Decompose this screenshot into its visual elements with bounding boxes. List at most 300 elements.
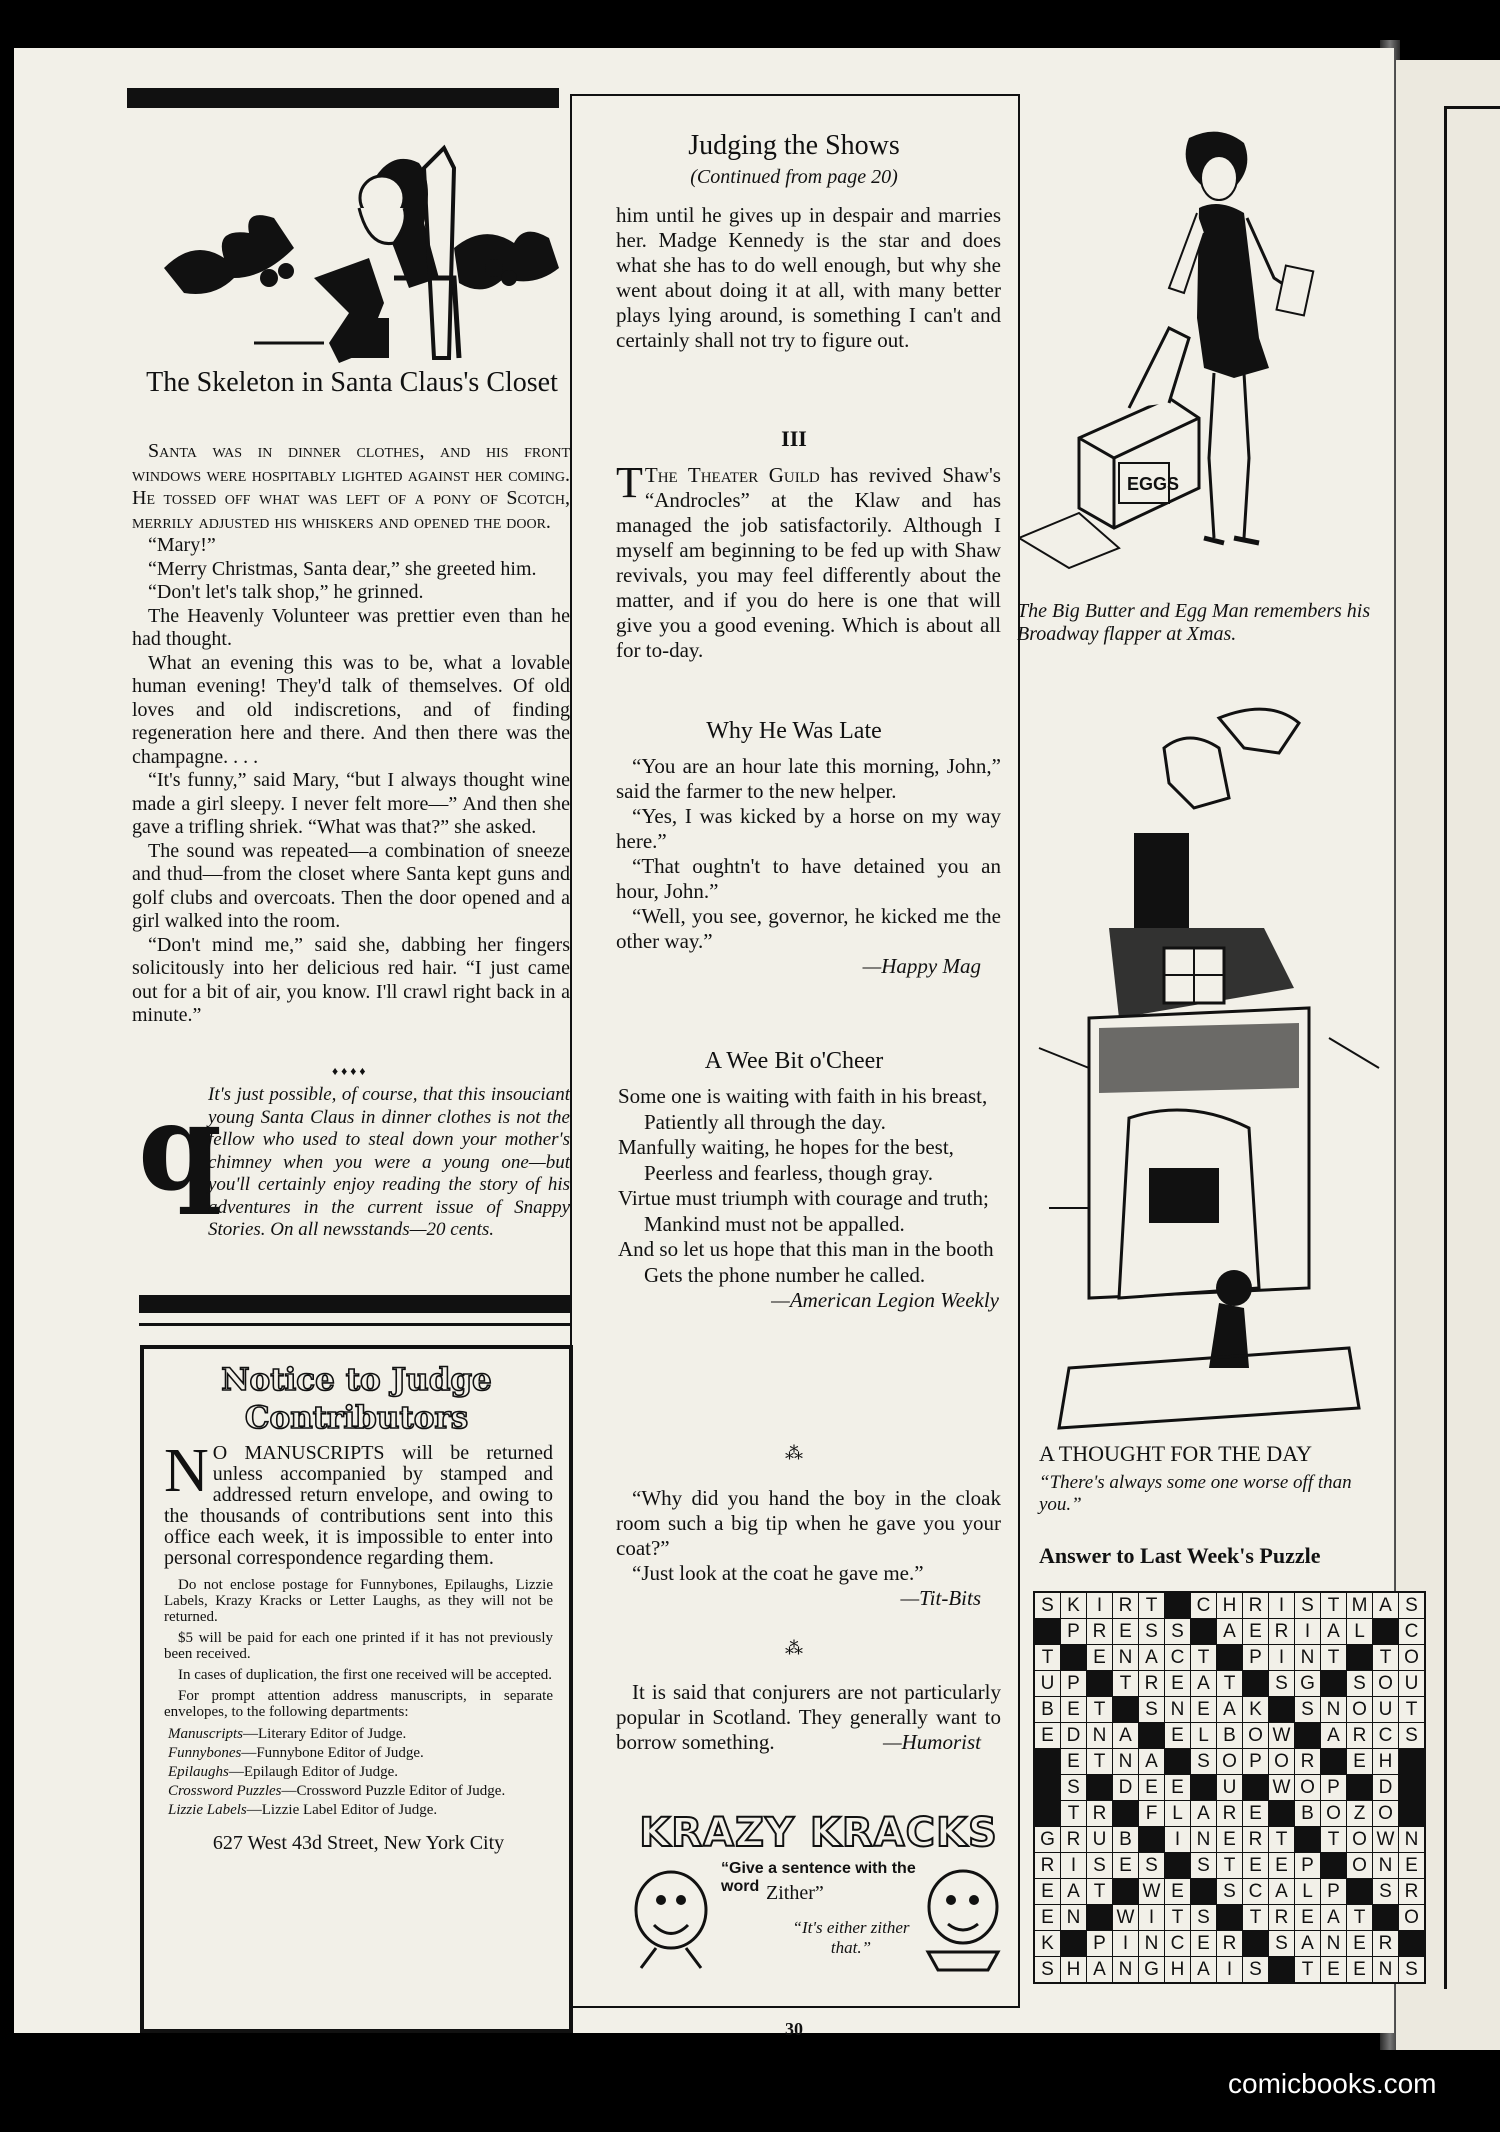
crossword-cell: S <box>1035 1593 1060 1618</box>
poem-line: Patiently all through the day. <box>644 1109 886 1134</box>
crossword-cell: S <box>1399 1957 1424 1982</box>
crossword-black-cell <box>1191 1619 1216 1644</box>
section-dots: ♦ ♦ ♦ ♦ <box>332 1064 366 1078</box>
poem-line: Some one is waiting with faith in his breast, <box>618 1084 988 1108</box>
crossword-black-cell <box>1399 1775 1424 1800</box>
krazy-prompt: “Give a sentence with the word <box>721 1860 916 1895</box>
dropcap-t: T <box>616 458 643 507</box>
crossword-cell: I <box>1269 1645 1294 1670</box>
crossword-cell: T <box>1139 1593 1164 1618</box>
thought-title: A THOUGHT FOR THE DAY <box>1039 1441 1313 1466</box>
crossword-cell: T <box>1347 1905 1372 1930</box>
crossword-cell: P <box>1243 1645 1268 1670</box>
magazine-page <box>14 48 1419 2039</box>
crossword-cell: D <box>1061 1723 1086 1748</box>
crossword-cell: S <box>1295 1593 1320 1618</box>
crossword-cell: G <box>1295 1671 1320 1696</box>
crossword-cell: E <box>1165 1879 1190 1904</box>
crossword-cell: T <box>1165 1905 1190 1930</box>
crossword-cell: S <box>1217 1879 1242 1904</box>
notice-title-line1: Notice to Judge <box>221 1362 492 1398</box>
crossword-cell: H <box>1165 1957 1190 1982</box>
crossword-cell: S <box>1139 1697 1164 1722</box>
crossword-black-cell <box>1321 1853 1346 1878</box>
poem-line: And so let us hope that this man in the booth <box>618 1237 994 1261</box>
crossword-cell: E <box>1165 1723 1190 1748</box>
crossword-cell: G <box>1139 1957 1164 1982</box>
crossword-cell: T <box>1243 1905 1268 1930</box>
crossword-cell: S <box>1087 1853 1112 1878</box>
crossword-black-cell <box>1399 1801 1424 1826</box>
crossword-cell: E <box>1035 1723 1060 1748</box>
joke-line: “Just look at the coat he gave me.” <box>632 1561 924 1585</box>
crossword-black-cell <box>1087 1775 1112 1800</box>
crossword-black-cell <box>1399 1931 1424 1956</box>
cartoon-face-right <box>918 1852 1008 1972</box>
crossword-cell: O <box>1373 1801 1398 1826</box>
joke-why-late <box>616 754 1001 979</box>
crossword-cell: O <box>1347 1697 1372 1722</box>
crossword-cell: A <box>1321 1905 1346 1930</box>
crossword-cell: B <box>1113 1827 1138 1852</box>
crossword-cell: I <box>1217 1957 1242 1982</box>
crossword-cell: R <box>1139 1671 1164 1696</box>
story-body <box>132 440 570 1028</box>
notice-payment: $5 will be paid for each one printed if it has not previously been received. <box>164 1630 553 1662</box>
crossword-cell: N <box>1295 1645 1320 1670</box>
crossword-cell: D <box>1113 1775 1138 1800</box>
crossword-cell: N <box>1061 1905 1086 1930</box>
crossword-cell: U <box>1217 1775 1242 1800</box>
crossword-cell: P <box>1321 1775 1346 1800</box>
crossword-black-cell <box>1113 1697 1138 1722</box>
notice-departments <box>164 1726 553 1818</box>
joke-conjurers <box>616 1680 1001 1755</box>
notice-department: Lizzie Labels—Lizzie Label Editor of Judge. <box>168 1802 438 1818</box>
krazy-kracks-title: KRAZY KRACKS <box>639 1810 998 1856</box>
story-paragraph: What an evening this was to be, what a lovable human evening! They'd talk of themselves. Of old loves and old indiscretions, and of finding regeneration here and there. And then there was the champagne. . . . <box>132 651 570 768</box>
joke-line: “You are an hour late this morning, John,” said the farmer to the new helper. <box>616 754 1001 803</box>
crossword-cell: W <box>1269 1775 1294 1800</box>
crossword-cell: T <box>1191 1645 1216 1670</box>
crossword-cell: S <box>1399 1593 1424 1618</box>
crossword-cell: P <box>1243 1749 1268 1774</box>
crossword-cell: R <box>1217 1801 1242 1826</box>
article-title: Judging the Shows <box>688 130 900 161</box>
crossword-cell: H <box>1061 1957 1086 1982</box>
crossword-cell: N <box>1113 1645 1138 1670</box>
crossword-black-cell <box>1113 1801 1138 1826</box>
crossword-cell: E <box>1243 1853 1268 1878</box>
crossword-cell: L <box>1191 1723 1216 1748</box>
crossword-cell: R <box>1087 1801 1112 1826</box>
crossword-cell: U <box>1399 1671 1424 1696</box>
crossword-cell: S <box>1139 1853 1164 1878</box>
crossword-black-cell <box>1295 1723 1320 1748</box>
krazy-word: Zither” <box>766 1882 824 1904</box>
crossword-cell: I <box>1113 1931 1138 1956</box>
crossword-black-cell <box>1035 1801 1060 1826</box>
crossword-cell: T <box>1321 1645 1346 1670</box>
crossword-cell: N <box>1087 1723 1112 1748</box>
crossword-cell: U <box>1373 1697 1398 1722</box>
story-paragraph: The sound was repeated—a combination of sneeze and thud—from the closet where Santa kept guns and golf clubs and overcoats. Then the door opened and a girl walked into the room. <box>132 839 570 932</box>
crossword-black-cell <box>1373 1905 1398 1930</box>
crossword-cell: N <box>1139 1931 1164 1956</box>
crossword-black-cell <box>1347 1879 1372 1904</box>
flapper-illustration <box>1019 118 1389 608</box>
notice-body: O MANUSCRIPTS will be returned unless accompanied by stamped and addressed return envelope, and owing to the thousands of contributions sent into this office each week, it is impossible to enter into personal correspondence regarding them. <box>164 1442 553 1569</box>
crossword-cell: O <box>1399 1905 1424 1930</box>
puzzle-title: Answer to Last Week's Puzzle <box>1039 1543 1321 1568</box>
crossword-cell: W <box>1113 1905 1138 1930</box>
joke-coat <box>616 1486 1001 1611</box>
crossword-cell: E <box>1399 1853 1424 1878</box>
crossword-cell: N <box>1191 1827 1216 1852</box>
crossword-cell: T <box>1399 1697 1424 1722</box>
crossword-answer-grid <box>1033 1591 1426 1984</box>
crossword-cell: T <box>1217 1853 1242 1878</box>
crossword-cell: S <box>1243 1957 1268 1982</box>
crossword-cell: S <box>1295 1697 1320 1722</box>
crossword-cell: A <box>1139 1749 1164 1774</box>
crossword-cell: I <box>1269 1593 1294 1618</box>
notice-duplication: In cases of duplication, the first one received will be accepted. <box>178 1667 553 1683</box>
crossword-cell: I <box>1165 1827 1190 1852</box>
joke-line: “That oughtn't to have detained you an hour, John.” <box>616 854 1001 903</box>
crossword-cell: E <box>1191 1931 1216 1956</box>
crossword-cell: E <box>1321 1957 1346 1982</box>
crossword-cell: A <box>1191 1671 1216 1696</box>
crossword-cell: A <box>1373 1593 1398 1618</box>
story-paragraph: “Mary!” <box>148 534 216 556</box>
crossword-cell: E <box>1217 1827 1242 1852</box>
top-rule <box>127 88 559 108</box>
egg-crate-label: EGGS <box>1127 474 1180 494</box>
crossword-cell: F <box>1139 1801 1164 1826</box>
crossword-cell: A <box>1321 1619 1346 1644</box>
crossword-black-cell <box>1191 1879 1216 1904</box>
crossword-cell: P <box>1321 1879 1346 1904</box>
crossword-cell: S <box>1191 1905 1216 1930</box>
crossword-cell: R <box>1087 1619 1112 1644</box>
notice-department: Crossword Puzzles—Crossword Puzzle Editor of Judge. <box>168 1783 506 1799</box>
crossword-cell: S <box>1191 1853 1216 1878</box>
divider-rule <box>139 1295 571 1313</box>
notice-address: 627 West 43d Street, New York City <box>212 1832 505 1854</box>
story-paragraph: “Merry Christmas, Santa dear,” she greeted him. <box>148 557 537 580</box>
santa-illustration <box>154 128 574 398</box>
crossword-cell: C <box>1191 1593 1216 1618</box>
crossword-cell: N <box>1165 1697 1190 1722</box>
crossword-cell: W <box>1139 1879 1164 1904</box>
crossword-cell: T <box>1035 1645 1060 1670</box>
crossword-black-cell <box>1217 1905 1242 1930</box>
crossword-cell: E <box>1165 1775 1190 1800</box>
crossword-cell: B <box>1217 1723 1242 1748</box>
crossword-cell: T <box>1269 1827 1294 1852</box>
crossword-cell: S <box>1035 1957 1060 1982</box>
crossword-cell: W <box>1373 1827 1398 1852</box>
crossword-cell: B <box>1035 1697 1060 1722</box>
crossword-cell: C <box>1399 1619 1424 1644</box>
poem-title: A Wee Bit o'Cheer <box>704 1048 884 1074</box>
crossword-cell: S <box>1347 1671 1372 1696</box>
crossword-cell: E <box>1269 1853 1294 1878</box>
crossword-black-cell <box>1035 1749 1060 1774</box>
crossword-cell: O <box>1321 1801 1346 1826</box>
crossword-cell: S <box>1269 1931 1294 1956</box>
crossword-cell: Z <box>1347 1801 1372 1826</box>
joke-line: “Why did you hand the boy in the cloak room such a big tip when he gave you your coat?” <box>616 1486 1001 1560</box>
crossword-black-cell <box>1243 1931 1268 1956</box>
crossword-cell: K <box>1061 1593 1086 1618</box>
crossword-black-cell <box>1165 1593 1190 1618</box>
crossword-cell: U <box>1035 1671 1060 1696</box>
crossword-cell: S <box>1399 1723 1424 1748</box>
story-paragraph: Santa was in dinner clothes, and his front windows were hospitably lighted against her coming. He tossed off what was left of a pony of Scotch, merrily adjusted his whiskers and opened the door. <box>132 440 570 533</box>
crossword-cell: E <box>1243 1801 1268 1826</box>
crossword-cell: L <box>1347 1619 1372 1644</box>
crossword-cell: E <box>1139 1775 1164 1800</box>
crossword-black-cell <box>1269 1697 1294 1722</box>
crossword-black-cell <box>1061 1931 1086 1956</box>
crossword-black-cell <box>1373 1619 1398 1644</box>
crossword-black-cell <box>1243 1775 1268 1800</box>
crossword-cell: T <box>1113 1671 1138 1696</box>
crossword-cell: E <box>1061 1749 1086 1774</box>
thought-text: “There's always some one worse off than you.” <box>1039 1472 1352 1515</box>
poem <box>618 1084 1013 1314</box>
poem-line: Virtue must triumph with courage and truth; <box>618 1186 989 1210</box>
crossword-black-cell <box>1035 1775 1060 1800</box>
poem-line: Manfully waiting, he hopes for the best, <box>618 1135 954 1159</box>
crossword-cell: A <box>1321 1723 1346 1748</box>
crossword-cell: T <box>1295 1957 1320 1982</box>
watermark: comicbooks.com <box>1228 2068 1437 2099</box>
notice-department: Epilaughs—Epilaugh Editor of Judge. <box>168 1764 398 1780</box>
joke-source: —Happy Mag <box>862 954 981 978</box>
notice-department: Manuscripts—Literary Editor of Judge. <box>168 1726 407 1742</box>
crossword-cell: O <box>1347 1853 1372 1878</box>
crossword-cell: T <box>1217 1671 1242 1696</box>
crossword-cell: E <box>1035 1905 1060 1930</box>
crossword-black-cell <box>1165 1853 1190 1878</box>
crossword-black-cell <box>1243 1671 1268 1696</box>
crossword-cell: T <box>1373 1645 1398 1670</box>
poem-line: Gets the phone number he called. <box>644 1262 926 1287</box>
ornament: ⁂ <box>785 1638 803 1658</box>
crossword-cell: I <box>1087 1593 1112 1618</box>
story-paragraph: “Don't mind me,” said she, dabbing her fingers solicitously into her delicious red hair. “I just came out for a bit of air, you know. I'll crawl right back in a minute.” <box>132 933 570 1026</box>
crossword-cell: R <box>1373 1931 1398 1956</box>
joke-title-why-late: Why He Was Late <box>706 718 882 744</box>
ornament: ⁂ <box>785 1443 803 1463</box>
crossword-black-cell <box>1321 1671 1346 1696</box>
krazy-answer: “It's either zither that.” <box>792 1918 910 1957</box>
crossword-cell: O <box>1217 1749 1242 1774</box>
continued-note: (Continued from page 20) <box>690 166 898 188</box>
crossword-cell: R <box>1243 1593 1268 1618</box>
crossword-black-cell <box>1113 1879 1138 1904</box>
joke-line: “Well, you see, governor, he kicked me the other way.” <box>616 904 1001 953</box>
crossword-cell: H <box>1373 1749 1398 1774</box>
crossword-cell: I <box>1061 1853 1086 1878</box>
crossword-cell: R <box>1243 1827 1268 1852</box>
crossword-cell: G <box>1035 1827 1060 1852</box>
crossword-black-cell <box>1139 1723 1164 1748</box>
crossword-cell: R <box>1399 1879 1424 1904</box>
crossword-cell: C <box>1165 1645 1190 1670</box>
crossword-cell: P <box>1061 1619 1086 1644</box>
crossword-black-cell <box>1347 1775 1372 1800</box>
crossword-cell: K <box>1035 1931 1060 1956</box>
crossword-cell: T <box>1087 1697 1112 1722</box>
crossword-black-cell <box>1269 1801 1294 1826</box>
crossword-cell: E <box>1347 1931 1372 1956</box>
story-paragraph: “Don't let's talk shop,” he grinned. <box>148 581 424 603</box>
crossword-cell: O <box>1295 1775 1320 1800</box>
crossword-black-cell <box>1139 1827 1164 1852</box>
joke-source: —Humorist <box>882 1730 981 1754</box>
crossword-cell: O <box>1373 1671 1398 1696</box>
crossword-cell: K <box>1243 1697 1268 1722</box>
notice-department: Funnybones—Funnybone Editor of Judge. <box>168 1745 424 1761</box>
crossword-cell: A <box>1087 1957 1112 1982</box>
crossword-cell: C <box>1243 1879 1268 1904</box>
crossword-cell: E <box>1347 1749 1372 1774</box>
crossword-cell: S <box>1191 1749 1216 1774</box>
crossword-cell: P <box>1087 1931 1112 1956</box>
crossword-cell: P <box>1295 1853 1320 1878</box>
crossword-cell: A <box>1217 1619 1242 1644</box>
page-number: 30 <box>785 2019 803 2039</box>
crossword-cell: R <box>1217 1931 1242 1956</box>
crossword-cell: O <box>1269 1749 1294 1774</box>
story-paragraph: “It's funny,” said Mary, “but I always thought wine made a girl sleepy. I never felt more—” And then she gave a trifling shriek. “What was that?” she asked. <box>132 769 570 838</box>
crossword-cell: R <box>1113 1593 1138 1618</box>
theater-guild-paragraph: T The Theater Guild has revived Shaw's “Androcles” at the Klaw and has managed the job satisfactorily. Although I myself am beginning to be fed up with Shaw revivals, you may feel differently about the matter, and if you do here is one that will give you a good evening. Which is about all for to-day. <box>616 458 1001 662</box>
crossword-cell: M <box>1347 1593 1372 1618</box>
crossword-black-cell <box>1269 1957 1294 1982</box>
crossword-cell: A <box>1295 1931 1320 1956</box>
joke-source: —Tit-Bits <box>900 1586 981 1610</box>
story-title: The Skeleton in Santa Claus's Closet <box>146 367 558 398</box>
crossword-cell: T <box>1061 1801 1086 1826</box>
krazy-kracks-panel <box>626 1810 1011 1985</box>
crossword-cell: W <box>1269 1723 1294 1748</box>
crossword-black-cell <box>1399 1749 1424 1774</box>
promo-initial: q <box>138 1077 222 1218</box>
crossword-cell: R <box>1347 1723 1372 1748</box>
crossword-cell: I <box>1139 1905 1164 1930</box>
crossword-cell: E <box>1113 1853 1138 1878</box>
crossword-cell: S <box>1269 1671 1294 1696</box>
crossword-cell: N <box>1113 1957 1138 1982</box>
notice-box <box>140 1345 573 2033</box>
story-paragraph: The Heavenly Volunteer was prettier even than he had thought. <box>132 604 570 650</box>
crossword-cell: E <box>1165 1671 1190 1696</box>
crossword-cell: A <box>1113 1723 1138 1748</box>
crossword-cell: R <box>1295 1749 1320 1774</box>
notice-dropcap: N <box>164 1437 209 1505</box>
snappy-stories-promo: It's just possible, of course, that this insouciant young Santa Claus in dinner clothes is not the fellow who used to steal down your mother's chimney when you were a young one—but you'll certainly enjoy reading the story of his adventures in the current issue of Snappy Stories. On all newsstands—20 cents. <box>208 1084 570 1240</box>
crossword-cell: N <box>1321 1931 1346 1956</box>
section-numeral: III <box>781 426 807 451</box>
poem-line: Peerless and fearless, though gray. <box>644 1160 934 1185</box>
crossword-black-cell <box>1087 1671 1112 1696</box>
crossword-cell: A <box>1139 1645 1164 1670</box>
crossword-black-cell <box>1165 1749 1190 1774</box>
notice-postage: Do not enclose postage for Funnybones, Epilaughs, Lizzie Labels, Krazy Kracks or Letter Laughs, as they will not be returned. <box>164 1577 553 1625</box>
crossword-cell: A <box>1191 1957 1216 1982</box>
crossword-cell: L <box>1165 1801 1190 1826</box>
crossword-cell: E <box>1061 1697 1086 1722</box>
crossword-cell: S <box>1061 1775 1086 1800</box>
crossword-cell: E <box>1035 1879 1060 1904</box>
crossword-cell: A <box>1191 1801 1216 1826</box>
crossword-cell: O <box>1243 1723 1268 1748</box>
crossword-black-cell <box>1035 1619 1060 1644</box>
crossword-cell: P <box>1061 1671 1086 1696</box>
thought-illustration <box>1029 688 1389 1448</box>
crossword-cell: U <box>1087 1827 1112 1852</box>
crossword-cell: C <box>1373 1723 1398 1748</box>
crossword-cell: L <box>1295 1879 1320 1904</box>
crossword-cell: T <box>1087 1749 1112 1774</box>
crossword-black-cell <box>1061 1645 1086 1670</box>
joke-line: It is said that conjurers are not particularly popular in Scotland. They generally want to borrow something. <box>616 1680 1001 1754</box>
crossword-cell: T <box>1087 1879 1112 1904</box>
crossword-cell: T <box>1321 1593 1346 1618</box>
crossword-cell: D <box>1373 1775 1398 1800</box>
crossword-cell: R <box>1061 1827 1086 1852</box>
crossword-cell: E <box>1347 1957 1372 1982</box>
crossword-cell: N <box>1373 1957 1398 1982</box>
crossword-cell: B <box>1295 1801 1320 1826</box>
crossword-cell: R <box>1269 1905 1294 1930</box>
poem-source: —American Legion Weekly <box>771 1288 999 1312</box>
crossword-cell: S <box>1165 1619 1190 1644</box>
crossword-cell: O <box>1399 1645 1424 1670</box>
crossword-cell: N <box>1321 1697 1346 1722</box>
crossword-black-cell <box>1347 1645 1372 1670</box>
crossword-cell: A <box>1217 1697 1242 1722</box>
crossword-cell: T <box>1321 1827 1346 1852</box>
crossword-cell: R <box>1269 1619 1294 1644</box>
divider-thin-rule <box>139 1323 571 1326</box>
crossword-black-cell <box>1321 1749 1346 1774</box>
crossword-cell: S <box>1373 1879 1398 1904</box>
crossword-cell: E <box>1295 1905 1320 1930</box>
joke-line: “Yes, I was kicked by a horse on my way here.” <box>616 804 1001 853</box>
article-continuation: him until he gives up in despair and marries her. Madge Kennedy is the star and does what she has to do well enough, but why she went about doing it at all, with many better plays lying around, is something I can't and certainly shall not try to figure out. <box>616 203 1001 352</box>
poem-line: Mankind must not be appalled. <box>644 1211 905 1236</box>
crossword-cell: R <box>1035 1853 1060 1878</box>
crossword-black-cell <box>1087 1905 1112 1930</box>
notice-address-instructions: For prompt attention address manuscripts, in separate envelopes, to the following departments: <box>164 1688 553 1720</box>
crossword-black-cell <box>1295 1827 1320 1852</box>
crossword-cell: I <box>1295 1619 1320 1644</box>
cartoon-face-left <box>626 1850 716 1970</box>
crossword-black-cell <box>1217 1645 1242 1670</box>
crossword-cell: C <box>1165 1931 1190 1956</box>
crossword-cell: H <box>1217 1593 1242 1618</box>
crossword-cell: E <box>1243 1619 1268 1644</box>
notice-title-line2: Contributors <box>244 1400 469 1436</box>
crossword-cell: N <box>1399 1827 1424 1852</box>
crossword-cell: E <box>1113 1619 1138 1644</box>
